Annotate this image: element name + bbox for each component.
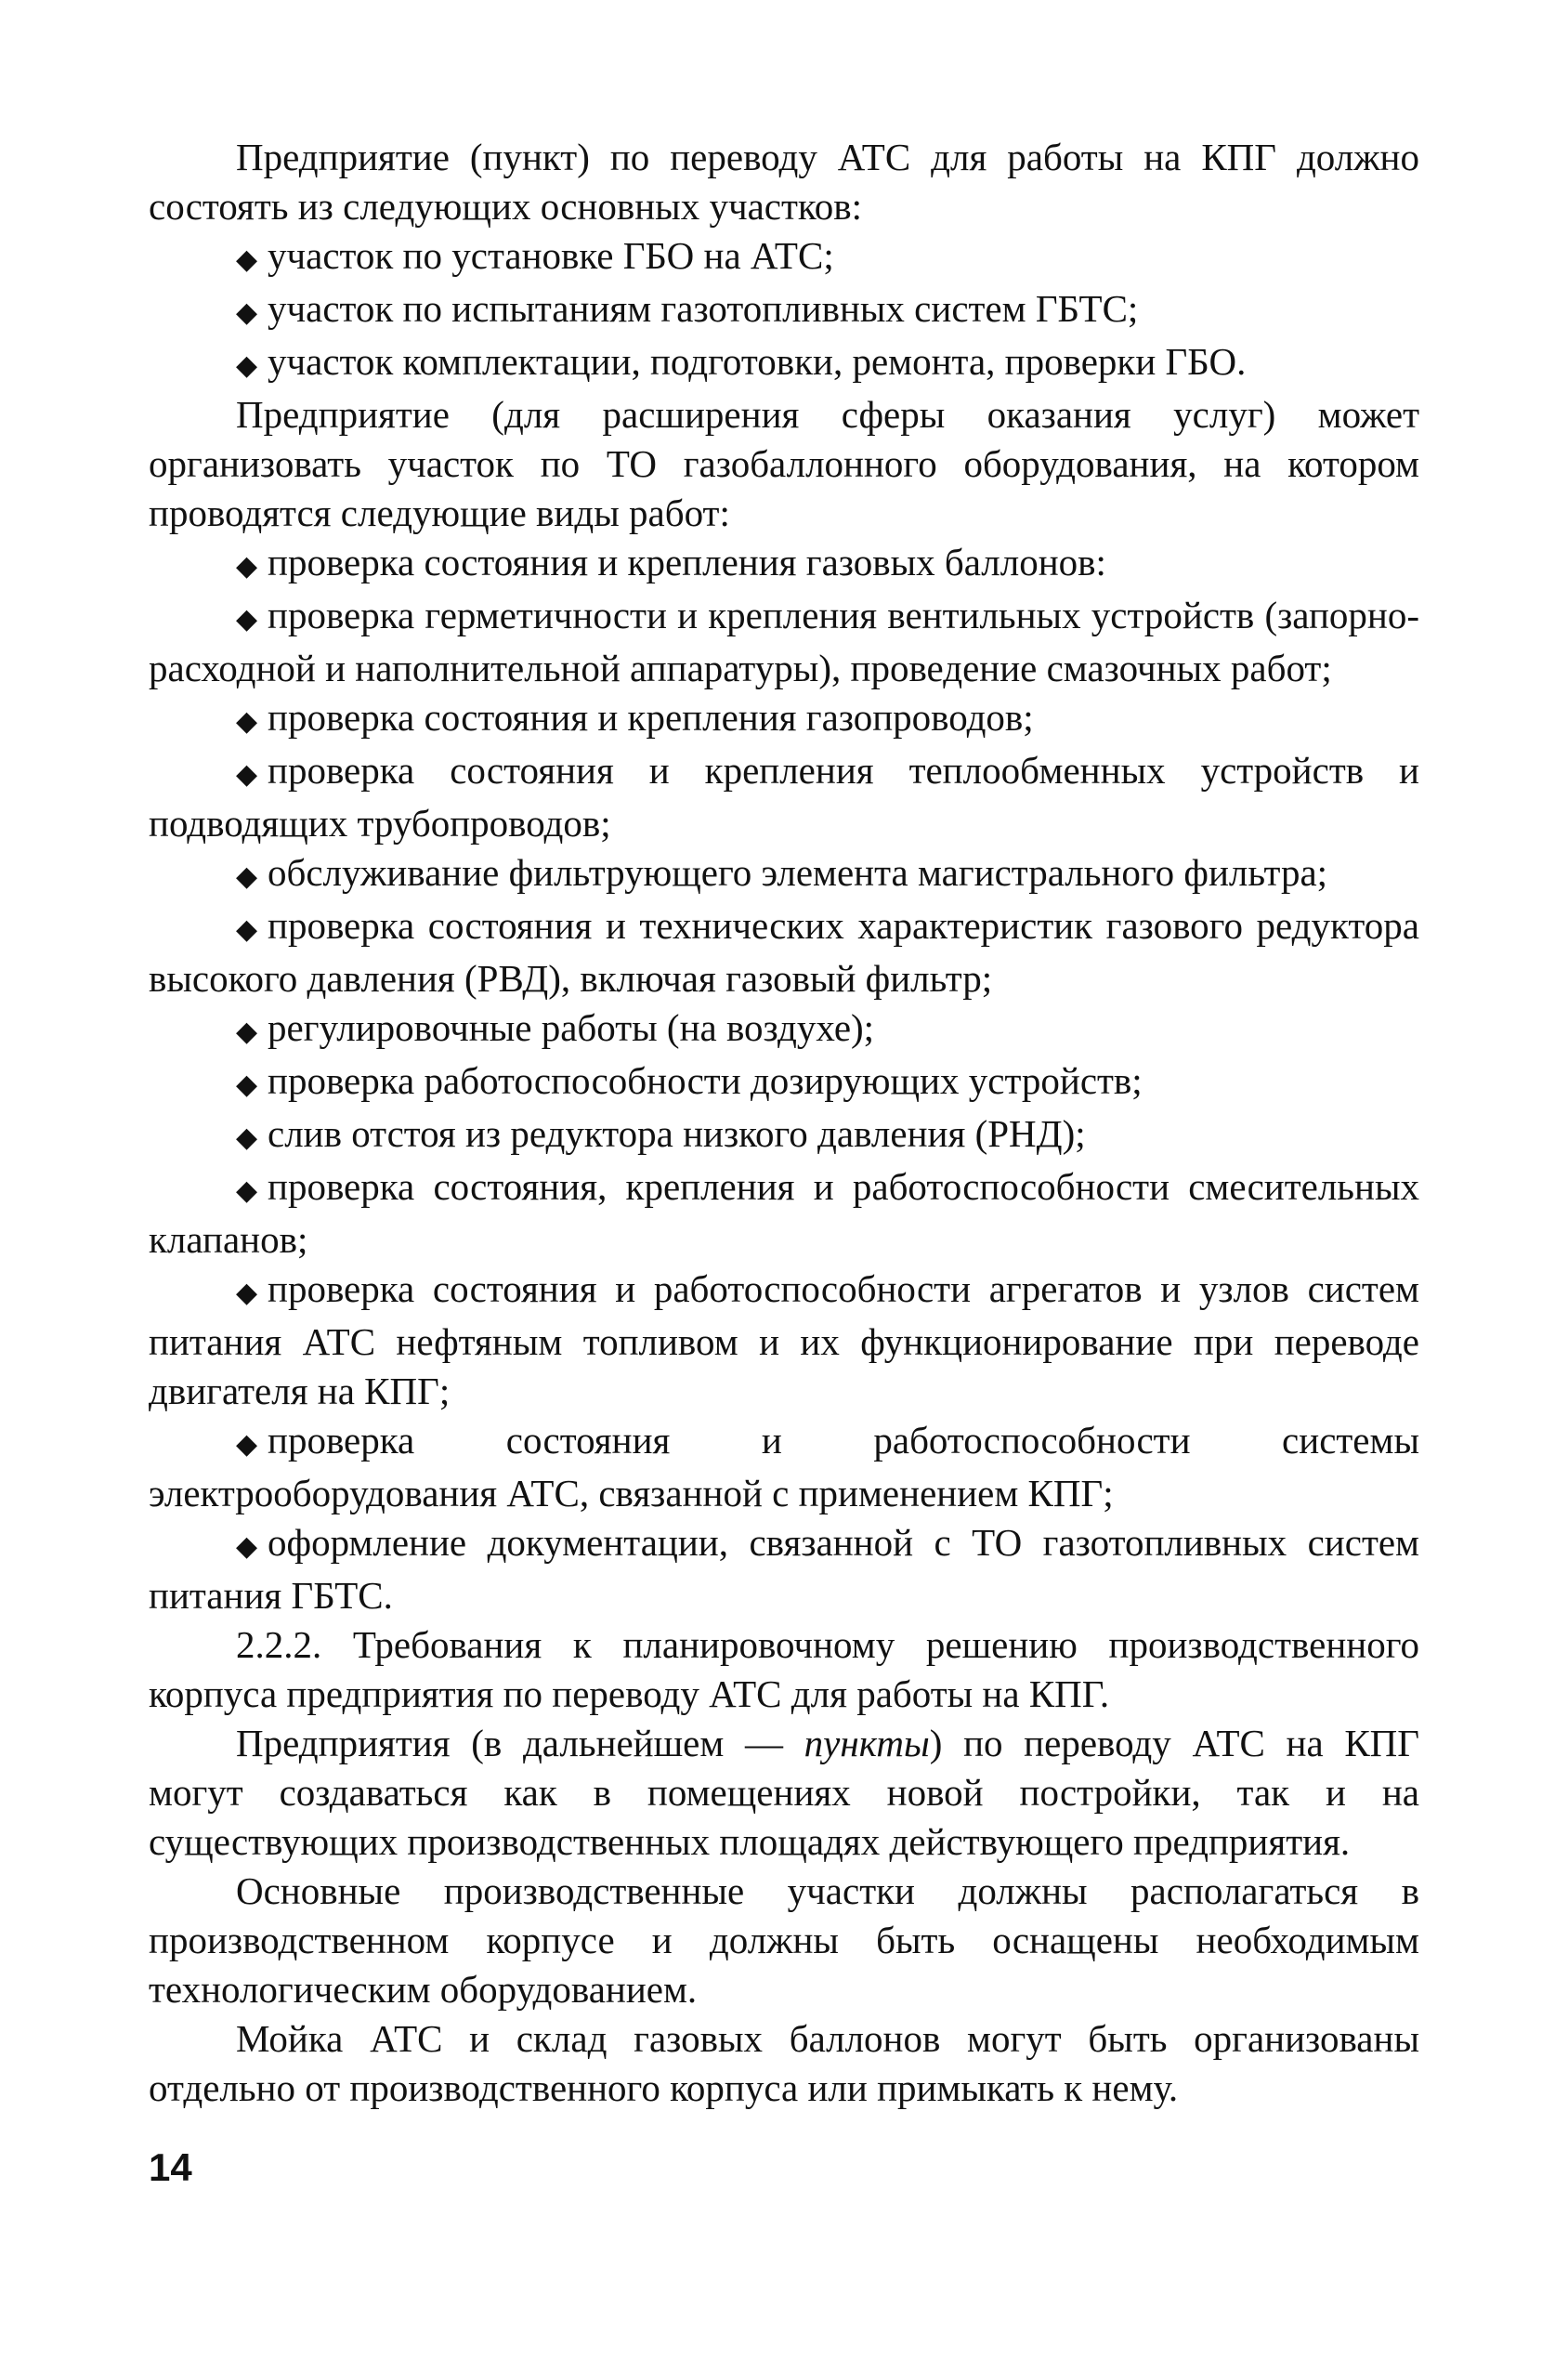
list-item: [149, 1265, 1419, 1416]
diamond-bullet-icon: ◆: [236, 551, 258, 582]
document-page: [149, 133, 1419, 2113]
section-heading: 2.2.2. Требования к планировочному решению производственного корпуса предприятия по переводу АТС для работы на КПГ.: [149, 1623, 1419, 1715]
diamond-bullet-icon: ◆: [236, 1122, 258, 1153]
diamond-bullet-icon: ◆: [236, 914, 258, 945]
list-item-text: участок по установке ГБО на АТС;: [268, 234, 834, 277]
list-item: [149, 1109, 1419, 1162]
list-item: [149, 1003, 1419, 1056]
service-list: [149, 538, 1419, 1620]
list-item-text: участок по испытаниям газотопливных систем ГБТС;: [268, 287, 1139, 330]
diamond-bullet-icon: ◆: [236, 1531, 258, 1562]
list-item: [149, 746, 1419, 848]
diamond-bullet-icon: ◆: [236, 759, 258, 790]
list-item-text: проверка состояния и крепления газопроводов;: [268, 696, 1034, 739]
diamond-bullet-icon: ◆: [236, 1016, 258, 1047]
list-item: [149, 1056, 1419, 1109]
diamond-bullet-icon: ◆: [236, 350, 258, 381]
list-item: [149, 848, 1419, 901]
list-item: [149, 591, 1419, 693]
list-item-text: проверка состояния и крепления теплообменных устройств и подводящих трубопроводов;: [149, 749, 1419, 845]
intro-list: [149, 231, 1419, 390]
list-item-text: проверка состояния, крепления и работоспособности смесительных клапанов;: [149, 1165, 1419, 1261]
list-item-text: проверка состояния и крепления газовых баллонов:: [268, 541, 1106, 583]
diamond-bullet-icon: ◆: [236, 706, 258, 737]
diamond-bullet-icon: ◆: [236, 244, 258, 275]
intro-paragraph: Предприятие (пункт) по переводу АТС для работы на КПГ должно состоять из следующих основных участков:: [149, 136, 1419, 228]
list-item-text: проверка состояния и работоспособности системы электрооборудования АТС, связанной с применением КПГ;: [149, 1419, 1419, 1514]
list-item-text: оформление документации, связанной с ТО газотопливных систем питания ГБТС.: [149, 1521, 1419, 1617]
diamond-bullet-icon: ◆: [236, 1069, 258, 1100]
list-item-text: регулировочные работы (на воздухе);: [268, 1006, 875, 1049]
list-item-text: проверка состояния и работоспособности агрегатов и узлов систем питания АТС нефтяным топливом и их функционирование при переводе двигателя на КПГ;: [149, 1267, 1419, 1412]
list-item-text: проверка состояния и технических характеристик газового редуктора высокого давления (РВД), включая газовый фильтр;: [149, 904, 1419, 1000]
points-paragraph: [149, 1719, 1419, 1867]
list-item: [149, 337, 1419, 390]
list-item-text: участок комплектации, подготовки, ремонта, проверки ГБО.: [268, 340, 1247, 383]
list-item-text: проверка работоспособности дозирующих устройств;: [268, 1059, 1143, 1102]
main-areas-paragraph: Основные производственные участки должны располагаться в производственном корпусе и должны быть оснащены необходимым технологическим оборудованием.: [149, 1869, 1419, 2011]
diamond-bullet-icon: ◆: [236, 1429, 258, 1460]
list-item: [149, 538, 1419, 591]
diamond-bullet-icon: ◆: [236, 1175, 258, 1206]
diamond-bullet-icon: ◆: [236, 1278, 258, 1308]
list-item: [149, 1416, 1419, 1518]
list-item: [149, 901, 1419, 1003]
list-item: [149, 693, 1419, 746]
points-paragraph-end: ) по переводу АТС на КПГ могут создаваться как в помещениях новой постройки, так и на существующих производственных площадях действующего предприятия.: [149, 1722, 1419, 1863]
list-item-text: слив отстоя из редуктора низкого давления (РНД);: [268, 1112, 1086, 1155]
list-item-text: обслуживание фильтрующего элемента магистрального фильтра;: [268, 851, 1328, 894]
diamond-bullet-icon: ◆: [236, 604, 258, 635]
diamond-bullet-icon: ◆: [236, 297, 258, 328]
diamond-bullet-icon: ◆: [236, 861, 258, 892]
washing-paragraph: Мойка АТС и склад газовых баллонов могут быть организованы отдельно от производственного корпуса или примыкать к нему.: [149, 2017, 1419, 2109]
list-item: [149, 231, 1419, 284]
list-item: [149, 284, 1419, 337]
list-item: [149, 1162, 1419, 1265]
list-item-text: проверка герметичности и крепления вентильных устройств (запорно-расходной и наполнительной аппаратуры), проведение смазочных работ;: [149, 594, 1419, 689]
page-number: 14: [149, 2145, 192, 2189]
service-paragraph: Предприятие (для расширения сферы оказания услуг) может организовать участок по ТО газобаллонного оборудования, на котором проводятся следующие виды работ:: [149, 393, 1419, 534]
list-item: [149, 1518, 1419, 1620]
points-paragraph-start: Предприятия (в дальнейшем —: [236, 1722, 804, 1764]
points-term: пункты: [804, 1722, 930, 1764]
